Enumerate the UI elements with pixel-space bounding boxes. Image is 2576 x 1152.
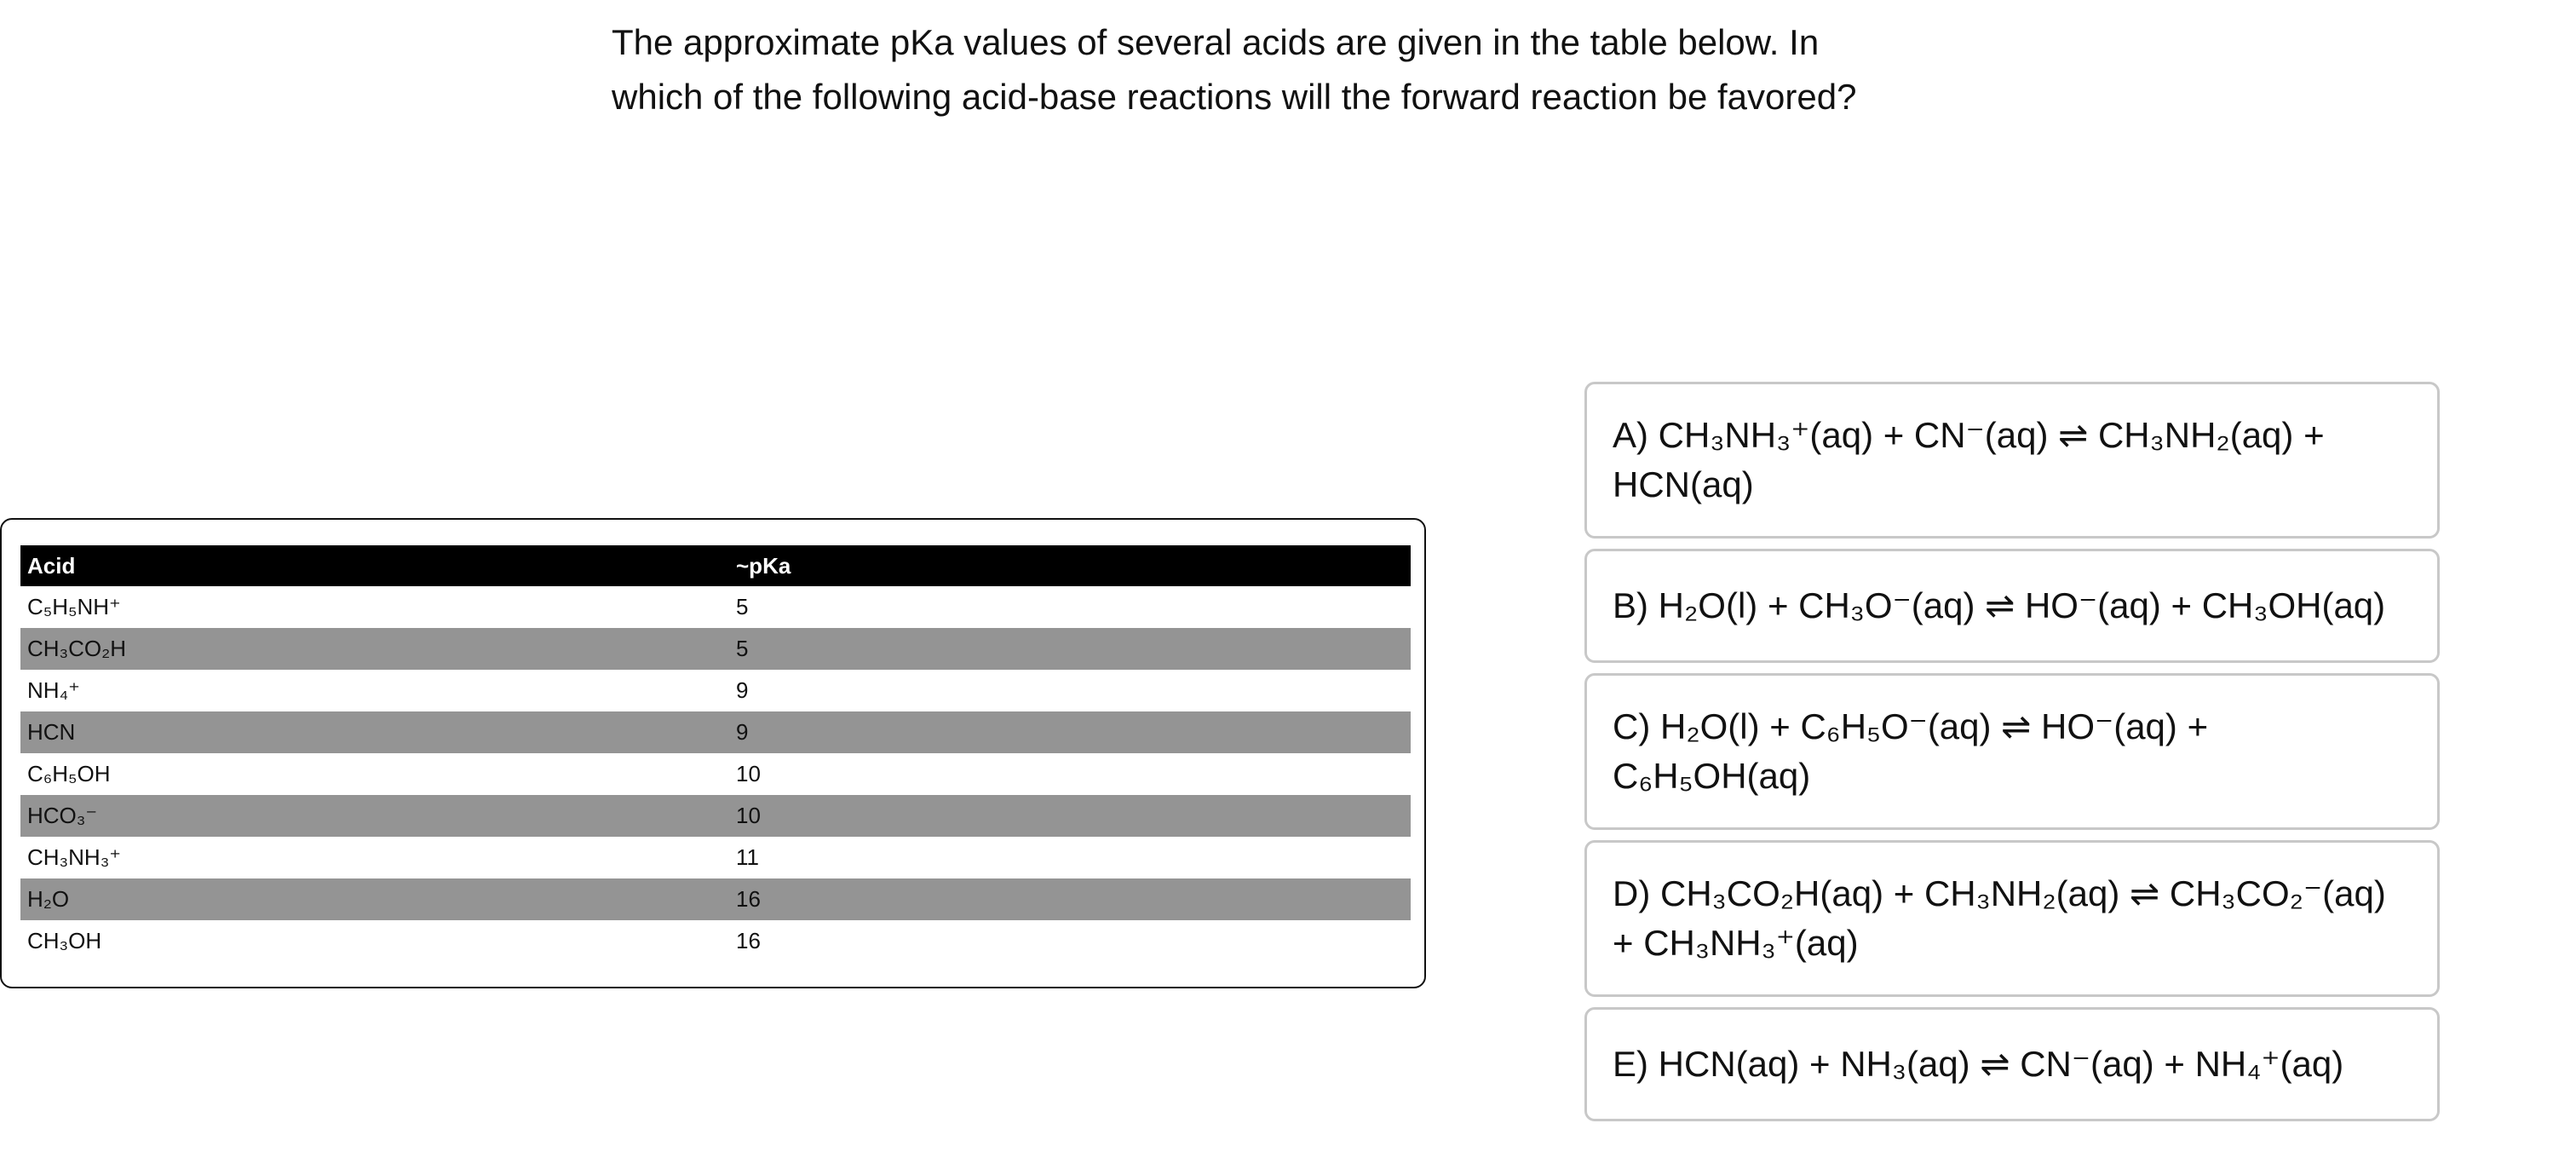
pka-cell: 5 <box>729 628 1411 670</box>
pka-cell: 5 <box>736 594 749 619</box>
table-row <box>20 628 1411 670</box>
option-a-label: A) CH₃NH₃⁺(aq) + CN⁻(aq) ⇌ CH₃NH₂(aq) + HCN(aq) <box>1613 415 2325 504</box>
pka-table-panel <box>0 518 1426 988</box>
option-c-button[interactable] <box>1584 673 2440 830</box>
pka-cell: 10 <box>736 761 761 786</box>
pka-table <box>20 545 1411 962</box>
table-row <box>20 670 1411 711</box>
pka-cell: 9 <box>729 711 1411 753</box>
header-acid: Acid <box>20 545 729 586</box>
acid-cell: HCO₃⁻ <box>20 795 729 837</box>
table-row <box>20 586 1411 628</box>
pka-cell: 9 <box>736 677 749 703</box>
question-text <box>612 15 1992 124</box>
question-line-1: The approximate pKa values of several acids are given in the table below. In <box>612 22 1820 62</box>
pka-cell: 11 <box>736 844 759 870</box>
option-b-label: B) H₂O(l) + CH₃O⁻(aq) ⇌ HO⁻(aq) + CH₃OH(aq) <box>1613 585 2386 625</box>
acid-cell: C₆H₅OH <box>27 761 111 786</box>
table-row <box>20 711 1411 753</box>
option-e-button[interactable] <box>1584 1007 2440 1121</box>
acid-cell: H₂O <box>20 878 729 920</box>
option-a-button[interactable] <box>1584 382 2440 539</box>
table-header-row <box>20 545 1411 586</box>
question-line-2: which of the following acid-base reactions will the forward reaction be favored? <box>612 77 1857 117</box>
table-row <box>20 753 1411 795</box>
pka-cell: 16 <box>736 928 761 953</box>
acid-cell: C₅H₅NH⁺ <box>27 594 121 619</box>
option-d-label: D) CH₃CO₂H(aq) + CH₃NH₂(aq) ⇌ CH₃CO₂⁻(aq) + CH₃NH₃⁺(aq) <box>1613 873 2386 963</box>
header-pka: ~pKa <box>729 545 1411 586</box>
acid-cell: CH₃CO₂H <box>20 628 729 670</box>
option-b-button[interactable] <box>1584 549 2440 663</box>
table-row <box>20 837 1411 878</box>
pka-cell: 10 <box>729 795 1411 837</box>
option-d-button[interactable] <box>1584 840 2440 997</box>
table-row <box>20 920 1411 962</box>
table-row <box>20 878 1411 920</box>
acid-cell: CH₃NH₃⁺ <box>27 844 122 870</box>
pka-cell: 16 <box>729 878 1411 920</box>
table-row <box>20 795 1411 837</box>
acid-cell: CH₃OH <box>27 928 102 953</box>
acid-cell: NH₄⁺ <box>27 677 80 703</box>
option-e-label: E) HCN(aq) + NH₃(aq) ⇌ CN⁻(aq) + NH₄⁺(aq) <box>1613 1044 2344 1084</box>
option-c-label: C) H₂O(l) + C₆H₅O⁻(aq) ⇌ HO⁻(aq) + C₆H₅OH(aq) <box>1613 706 2209 796</box>
acid-cell: HCN <box>20 711 729 753</box>
